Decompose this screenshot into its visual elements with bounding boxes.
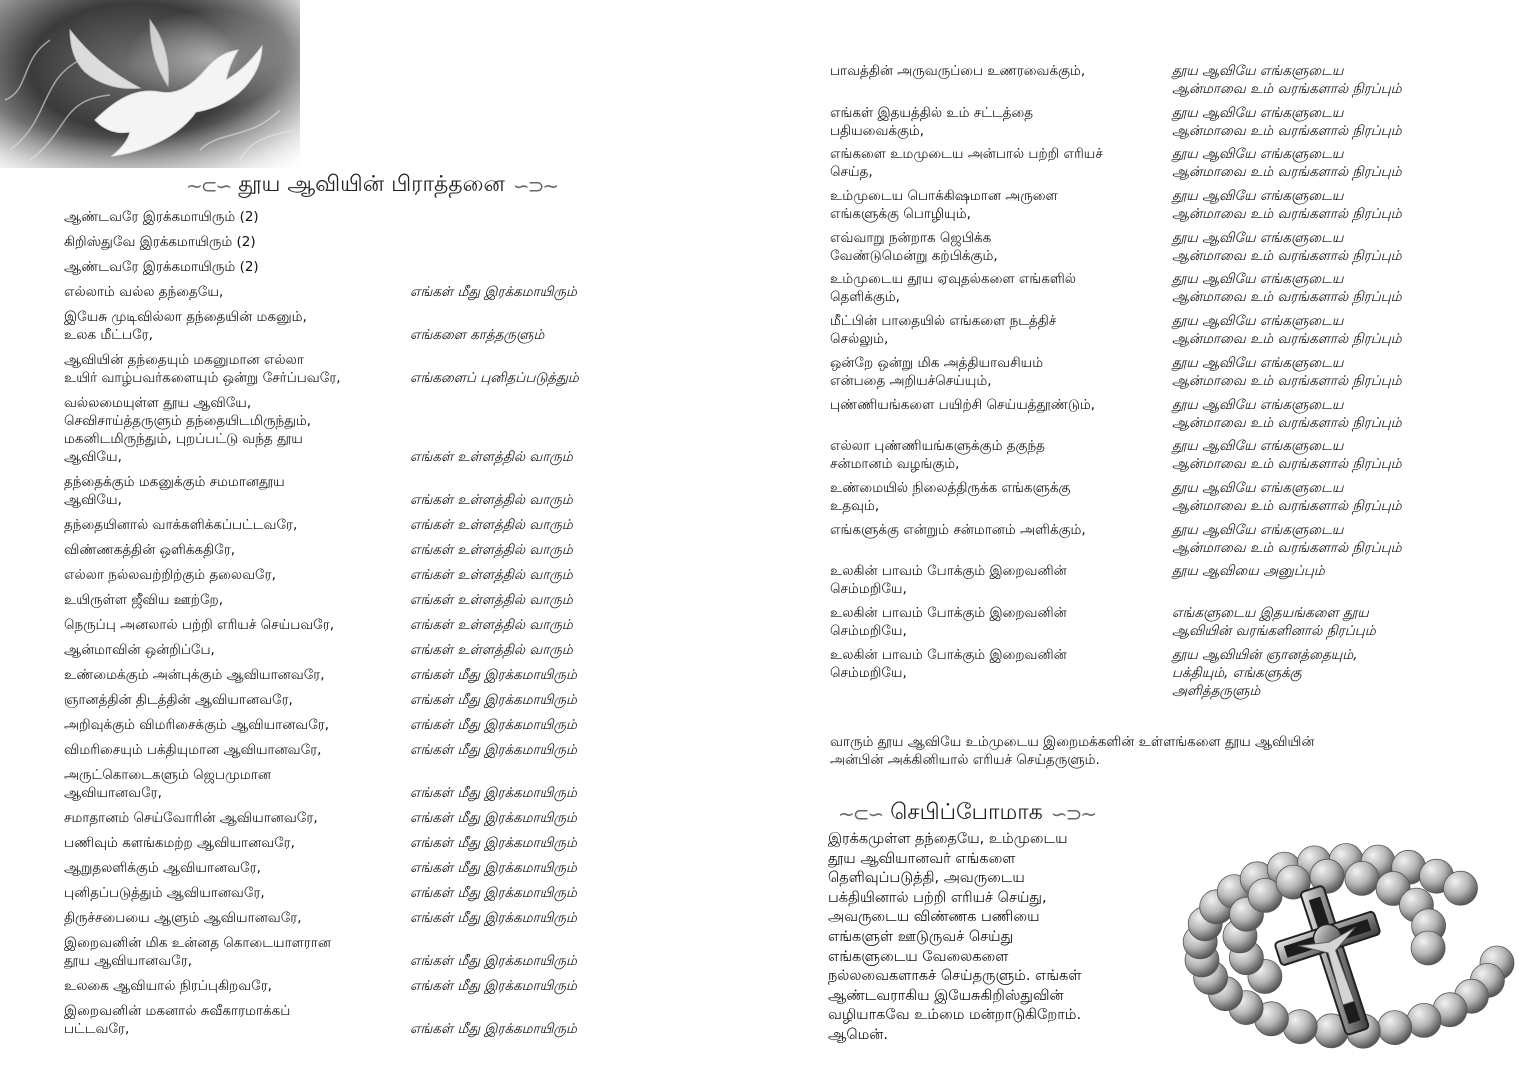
invocation-line: அறிவுக்கும் விமரிசைக்கும் ஆவியானவரே,: [64, 717, 330, 733]
litany-line: [830, 62, 1520, 104]
invocation-line: ஆவியே,: [64, 449, 122, 465]
litany-line: [64, 308, 664, 344]
response: எங்கள் உள்ளத்தில் வாரும்: [410, 567, 573, 583]
response: எங்கள் மீது இரக்கமாயிரும்: [410, 692, 577, 708]
invocation-line: விமரிசையும் பக்தியுமான ஆவியானவரே,: [64, 742, 322, 758]
response-line: தூய ஆவியின் ஞானத்தையும்,: [1172, 646, 1358, 663]
invocation: [64, 977, 272, 995]
response-line: தூய ஆவியே எங்களுடைய: [1172, 479, 1344, 496]
litany-line: [64, 394, 664, 466]
response: [1172, 354, 1402, 390]
prayer-line: எங்களுள் ஊடுருவச் செய்து: [828, 928, 1014, 945]
prayer-line: இரக்கமுள்ள தந்தையே, உம்முடைய: [828, 831, 1068, 847]
prayer-line: ஆண்டவராகிய இயேசுகிறிஸ்துவின்: [828, 987, 1064, 1004]
invocation-line: உம்முடைய தூய ஏவுதல்களை எங்களில்: [830, 271, 1077, 288]
prayer-line: நல்லவைகளாகச் செய்தருளும். எங்கள்: [828, 968, 1082, 985]
response: எங்கள் உள்ளத்தில் வாரும்: [410, 492, 573, 508]
prayer-line: அவருடைய விண்ணக பணியை: [828, 909, 1040, 926]
invocation: [830, 145, 1103, 181]
invocation: [830, 646, 1067, 682]
litany-line: [830, 354, 1520, 396]
litany-line: [830, 104, 1520, 146]
invocation-line: மகனிடமிருந்தும், புறப்பட்டு வந்த தூய: [64, 431, 303, 447]
invocation-line: பணிவும் களங்கமற்ற ஆவியானவரே,: [64, 835, 295, 851]
response-line: ஆன்மாவை உம் வரங்களால் நிரப்பும்: [1172, 497, 1402, 514]
invocation: [830, 187, 1058, 223]
prayer-line: தூய ஆவியானவர் எங்களை: [828, 850, 1016, 867]
litany-line: [64, 834, 664, 852]
litany-line: [64, 809, 664, 827]
invocation-line: எங்களுக்கு என்றும் சன்மானம் அளிக்கும்,: [830, 521, 1086, 538]
invocation: [64, 641, 215, 659]
response: எங்கள் மீது இரக்கமாயிரும்: [410, 953, 577, 969]
response: எங்கள் மீது இரக்கமாயிரும்: [410, 978, 577, 994]
invocation-line: எங்களுக்கு பொழியும்,: [830, 206, 971, 223]
response-line: அளித்தருளும்: [1172, 682, 1261, 699]
flourish-left-icon: ~⊂∽: [838, 802, 883, 826]
response-line: ஆன்மாவை உம் வரங்களால் நிரப்பும்: [1172, 539, 1402, 556]
response: எங்கள் உள்ளத்தில் வாரும்: [410, 449, 573, 465]
invocation-line: புண்ணியங்களை பயிற்சி செய்யத்தூண்டும்,: [830, 396, 1096, 413]
litany-line: [64, 977, 664, 995]
rosary-image: [1160, 826, 1536, 1087]
litany-title-text: தூய ஆவியின் பிராத்தனை: [238, 172, 505, 197]
response-line: தூய ஆவியே எங்களுடைய: [1172, 229, 1344, 246]
response-line: தூய ஆவியே எங்களுடைய: [1172, 438, 1344, 455]
closing-invocation: [830, 733, 1470, 769]
response: எங்கள் உள்ளத்தில் வாரும்: [410, 517, 573, 533]
litany-line: [64, 233, 664, 251]
invocation-line: செவிசாய்த்தருளும் தந்தையிடமிருந்தும்,: [64, 413, 312, 429]
dove-image: [0, 0, 300, 168]
closing-line: வாரும் தூய ஆவியே உம்முடைய இறைமக்களின் உள்ளங்களை தூய ஆவியின்: [830, 734, 1315, 750]
invocation: [64, 258, 259, 276]
invocation: [64, 1002, 290, 1038]
rosary-bead: [1407, 1003, 1441, 1037]
litany-line: [64, 884, 664, 902]
invocation-line: கிறிஸ்துவே இரக்கமாயிரும் (2): [64, 234, 256, 250]
invocation: [830, 354, 1043, 390]
invocation: [64, 591, 223, 609]
invocation-line: ஆவியே,: [64, 492, 122, 508]
response-line: தூய ஆவியே எங்களுடைய: [1172, 396, 1344, 413]
litany-line: [830, 396, 1520, 438]
response: எங்கள் உள்ளத்தில் வாரும்: [410, 617, 573, 633]
litany-line: [64, 516, 664, 534]
invocation-line: மீட்பின் பாதையில் எங்களை நடத்திச்: [830, 313, 1057, 330]
litany-list-right: [830, 62, 1520, 701]
invocation: [64, 909, 302, 927]
invocation: [64, 308, 307, 344]
invocation: [830, 562, 1067, 598]
litany-line: [64, 1002, 664, 1038]
flourish-right-icon: ∽⊃~: [1050, 802, 1096, 826]
closing-prayer: [828, 830, 1158, 1046]
response: எங்கள் மீது இரக்கமாயிரும்: [410, 284, 577, 300]
response-line: தூய ஆவியே எங்களுடைய: [1172, 354, 1344, 371]
litany-line: [830, 604, 1520, 646]
invocation-line: செய்த,: [830, 164, 873, 181]
invocation-line: வல்லமையுள்ள தூய ஆவியே,: [64, 395, 252, 411]
prayer-title: [838, 800, 1095, 828]
litany-line: [64, 766, 664, 802]
response: எங்கள் மீது இரக்கமாயிரும்: [410, 835, 577, 851]
response-line: தூய ஆவியே எங்களுடைய: [1172, 188, 1344, 205]
invocation: [830, 270, 1076, 306]
invocation: [64, 934, 331, 970]
response-line: ஆவியின் வரங்களினால் நிரப்பும்: [1172, 622, 1376, 639]
response: எங்கள் மீது இரக்கமாயிரும்: [410, 860, 577, 876]
response-line: தூய ஆவியே எங்களுடைய: [1172, 271, 1344, 288]
invocation-line: எல்லா புண்ணியங்களுக்கும் தகுந்த: [830, 438, 1045, 455]
invocation-line: தெளிக்கும்,: [830, 289, 900, 306]
invocation: [64, 541, 235, 559]
invocation-line: இறைவனின் மகனால் சுவீகாரமாக்கப்: [64, 1003, 291, 1019]
response-line: ஆன்மாவை உம் வரங்களால் நிரப்பும்: [1172, 456, 1402, 473]
litany-line: [64, 716, 664, 734]
invocation: [830, 62, 1085, 80]
response: [1172, 646, 1358, 700]
response-line: எங்களுடைய இதயங்களை தூய: [1172, 604, 1369, 621]
response-line: ஆன்மாவை உம் வரங்களால் நிரப்பும்: [1172, 289, 1402, 306]
rosary-bead: [1378, 1011, 1412, 1045]
response: எங்களைப் புனிதப்படுத்தும்: [410, 370, 579, 386]
dove-icon: [0, 0, 300, 168]
response-line: தூய ஆவியே எங்களுடைய: [1172, 146, 1344, 163]
litany-line: [64, 641, 664, 659]
response: [1172, 229, 1402, 265]
response: எங்கள் மீது இரக்கமாயிரும்: [410, 910, 577, 926]
response: [1172, 187, 1402, 223]
invocation: [64, 208, 259, 226]
invocation-line: உயிருள்ள ஜீவிய ஊற்றே,: [64, 592, 224, 608]
invocation-line: ஆறுதலளிக்கும் ஆவியானவரே,: [64, 860, 261, 876]
invocation: [64, 859, 261, 877]
litany-line: [830, 437, 1520, 479]
response: எங்கள் மீது இரக்கமாயிரும்: [410, 742, 577, 758]
response-line: ஆன்மாவை உம் வரங்களால் நிரப்பும்: [1172, 331, 1402, 348]
invocation: [64, 566, 276, 584]
invocation-line: என்பதை அறியச்செய்யும்,: [830, 372, 992, 389]
invocation-line: ஆவியானவரே,: [64, 785, 162, 801]
invocation: [64, 233, 256, 251]
invocation-line: செம்மறியே,: [830, 664, 907, 681]
invocation-line: எவ்வாறு நன்றாக ஜெபிக்க: [830, 229, 992, 246]
prayer-line: பக்தியினால் பற்றி எரியச் செய்து,: [828, 889, 1047, 906]
invocation-line: இயேசு முடிவில்லா தந்தையின் மகனும்,: [64, 309, 307, 325]
rosary-bead: [1411, 931, 1445, 965]
flourish-right-icon: ∽⊃~: [512, 174, 558, 198]
litany-line: [830, 479, 1520, 521]
response: எங்கள் மீது இரக்கமாயிரும்: [410, 885, 577, 901]
invocation-line: தூய ஆவியானவரே,: [64, 953, 193, 969]
response: எங்கள் மீது இரக்கமாயிரும்: [410, 717, 577, 733]
invocation: [64, 516, 297, 534]
invocation-line: விண்ணகத்தின் ஒளிக்கதிரே,: [64, 542, 236, 558]
response: [1172, 312, 1402, 348]
response: [1172, 437, 1402, 473]
response: எங்கள் மீது இரக்கமாயிரும்: [410, 785, 577, 801]
response-line: ஆன்மாவை உம் வரங்களால் நிரப்பும்: [1172, 81, 1402, 97]
prayer-title-text: செபிப்போமாக: [890, 800, 1043, 825]
invocation: [64, 691, 293, 709]
invocation: [830, 229, 998, 265]
invocation-line: புனிதப்படுத்தும் ஆவியானவரே,: [64, 885, 265, 901]
invocation-line: தந்தைக்கும் மகனுக்கும் சமமானதூய: [64, 474, 285, 490]
invocation-line: உண்மையில் நிலைத்திருக்க எங்களுக்கு: [830, 479, 1071, 496]
response-line: தூய ஆவியே எங்களுடைய: [1172, 63, 1344, 79]
response: எங்கள் உள்ளத்தில் வாரும்: [410, 642, 573, 658]
response: [1172, 521, 1402, 557]
litany-line: [64, 566, 664, 584]
response-line: ஆன்மாவை உம் வரங்களால் நிரப்பும்: [1172, 122, 1402, 139]
litany-line: [64, 691, 664, 709]
litany-line: [64, 616, 664, 634]
prayer-line: தெளிவுப்படுத்தி, அவருடைய: [828, 870, 1025, 887]
invocation: [64, 741, 321, 759]
invocation: [64, 616, 334, 634]
invocation-line: இறைவனின் மிக உன்னத கொடையாளரான: [64, 935, 331, 951]
invocation: [64, 666, 325, 684]
invocation-line: ஒன்றே ஒன்று மிக அத்தியாவசியம்: [830, 354, 1044, 371]
invocation-line: நெருப்பு அனலால் பற்றி எரியச் செய்பவரே,: [64, 617, 335, 633]
litany-line: [830, 229, 1520, 271]
response: எங்கள் மீது இரக்கமாயிரும்: [410, 1021, 577, 1037]
invocation: [830, 521, 1086, 539]
response: [1172, 145, 1402, 181]
invocation-line: எங்களை உமமுடைய அன்பால் பற்றி எரியச்: [830, 146, 1103, 163]
litany-line: [64, 473, 664, 509]
invocation-line: சமாதானம் செய்வோரின் ஆவியானவரே,: [64, 810, 318, 826]
litany-line: [64, 351, 664, 387]
response: எங்கள் மீது இரக்கமாயிரும்: [410, 667, 577, 683]
response-line: ஆன்மாவை உம் வரங்களால் நிரப்பும்: [1172, 414, 1402, 431]
response: எங்கள் மீது இரக்கமாயிரும்: [410, 810, 577, 826]
litany-line: [64, 283, 664, 301]
litany-line: [830, 312, 1520, 354]
invocation-line: உலகின் பாவம் போக்கும் இறைவனின்: [830, 563, 1067, 580]
invocation-line: உலகின் பாவம் போக்கும் இறைவனின்: [830, 604, 1067, 621]
invocation-line: உலகை ஆவியால் நிரப்புகிறவரே,: [64, 978, 272, 994]
invocation-line: செல்லும்,: [830, 331, 889, 348]
response: எங்களை காத்தருளும்: [410, 327, 545, 343]
invocation: [64, 394, 311, 466]
litany-line: [830, 521, 1520, 563]
response-line: தூய ஆவியே எங்களுடைய: [1172, 521, 1344, 538]
invocation: [830, 479, 1070, 515]
invocation: [830, 312, 1056, 348]
invocation-line: ஆவியின் தந்தையும் மகனுமான எல்லா: [64, 352, 304, 368]
response-line: பக்தியும், எங்களுக்கு: [1172, 664, 1302, 681]
invocation: [64, 716, 329, 734]
right-page: [768, 0, 1536, 1087]
litany-list-left: [64, 208, 664, 1045]
response: [1172, 104, 1402, 140]
invocation-line: எங்கள் இதயத்தில் உம் சட்டத்தை: [830, 104, 1034, 121]
invocation-line: ஆன்மாவின் ஒன்றிப்பே,: [64, 642, 215, 658]
invocation-line: உண்மைக்கும் அன்புக்கும் ஆவியானவரே,: [64, 667, 325, 683]
litany-line: [64, 909, 664, 927]
response-line: ஆன்மாவை உம் வரங்களால் நிரப்பும்: [1172, 164, 1402, 181]
response: எங்கள் உள்ளத்தில் வாரும்: [410, 542, 573, 558]
litany-line: [830, 270, 1520, 312]
invocation-line: பதியவைக்கும்,: [830, 122, 925, 139]
invocation-line: ஆண்டவரே இரக்கமாயிரும் (2): [64, 259, 259, 275]
litany-line: [64, 859, 664, 877]
invocation-line: உலகின் பாவம் போக்கும் இறைவனின்: [830, 646, 1067, 663]
litany-line: [830, 187, 1520, 229]
invocation-line: சன்மானம் வழங்கும்,: [830, 456, 960, 473]
invocation: [64, 766, 271, 802]
litany-line: [64, 741, 664, 759]
invocation-line: திருச்சபையை ஆளும் ஆவியானவரே,: [64, 910, 302, 926]
invocation: [64, 809, 318, 827]
flourish-left-icon: ~⊂∽: [186, 174, 231, 198]
invocation-line: உயிர் வாழ்பவர்களையும் ஒன்று சேர்ப்பவரே,: [64, 370, 341, 386]
litany-line: [64, 258, 664, 276]
left-page: [0, 0, 768, 1087]
response: [1172, 62, 1402, 98]
litany-line: [64, 541, 664, 559]
response-line: தூய ஆவியே எங்களுடைய: [1172, 313, 1344, 330]
rosary-bead: [1345, 861, 1379, 895]
invocation: [830, 104, 1033, 140]
invocation-line: ஞானத்தின் திடத்தின் ஆவியானவரே,: [64, 692, 293, 708]
invocation-line: பாவத்தின் அருவருப்பை உணரவைக்கும்,: [830, 63, 1086, 79]
response: எங்கள் உள்ளத்தில் வாரும்: [410, 592, 573, 608]
invocation-line: செம்மறியே,: [830, 581, 907, 598]
litany-line: [64, 591, 664, 609]
response: [1172, 479, 1402, 515]
invocation: [64, 884, 265, 902]
invocation-line: செம்மறியே,: [830, 622, 907, 639]
closing-line: அன்பின் அக்கினியால் எரியச் செய்தருளும்.: [830, 752, 1100, 768]
response: [1172, 270, 1402, 306]
invocation-line: உதவும்,: [830, 497, 880, 514]
litany-line: [64, 934, 664, 970]
response: [1172, 604, 1376, 640]
response-line: ஆன்மாவை உம் வரங்களால் நிரப்பும்: [1172, 247, 1402, 264]
invocation: [830, 604, 1067, 640]
invocation-line: எல்லாம் வல்ல தந்தையே,: [64, 284, 224, 300]
invocation-line: ஆண்டவரே இரக்கமாயிரும் (2): [64, 209, 259, 225]
prayer-line: ஆமென்.: [828, 1026, 888, 1043]
invocation-line: வேண்டுமென்று கற்பிக்கும்,: [830, 247, 998, 264]
invocation: [64, 283, 223, 301]
invocation-line: தந்தையினால் வாக்களிக்கப்பட்டவரே,: [64, 517, 298, 533]
invocation-line: அருட்கொடைகளும் ஜெபமுமான: [64, 767, 271, 783]
invocation-line: எல்லா நல்லவற்றிற்கும் தலைவரே,: [64, 567, 276, 583]
invocation: [64, 473, 285, 509]
litany-line: [830, 646, 1520, 701]
litany-title: [186, 172, 557, 200]
invocation-line: உம்முடைய பொக்கிஷமான அருளை: [830, 188, 1058, 205]
invocation-line: உலக மீட்பரே,: [64, 327, 153, 343]
response-line: தூய ஆவியை அனுப்பும்: [1172, 563, 1325, 580]
response: [1172, 562, 1325, 580]
invocation: [830, 396, 1095, 414]
litany-line: [64, 208, 664, 226]
litany-line: [830, 562, 1520, 604]
invocation-line: பட்டவரே,: [64, 1021, 130, 1037]
response: [1172, 396, 1402, 432]
invocation: [64, 351, 341, 387]
rosary-icon: [1160, 826, 1536, 1087]
prayer-line: எங்களுடைய வேலைகளை: [828, 948, 1009, 965]
response-line: ஆன்மாவை உம் வரங்களால் நிரப்பும்: [1172, 372, 1402, 389]
prayer-line: வழியாகவே உம்மை மன்றாடுகிறோம்.: [828, 1007, 1082, 1024]
response-line: ஆன்மாவை உம் வரங்களால் நிரப்பும்: [1172, 206, 1402, 223]
invocation: [830, 437, 1045, 473]
litany-line: [830, 145, 1520, 187]
litany-line: [64, 666, 664, 684]
invocation: [64, 834, 295, 852]
rosary-bead: [1444, 871, 1478, 905]
response-line: தூய ஆவியே எங்களுடைய: [1172, 104, 1344, 121]
